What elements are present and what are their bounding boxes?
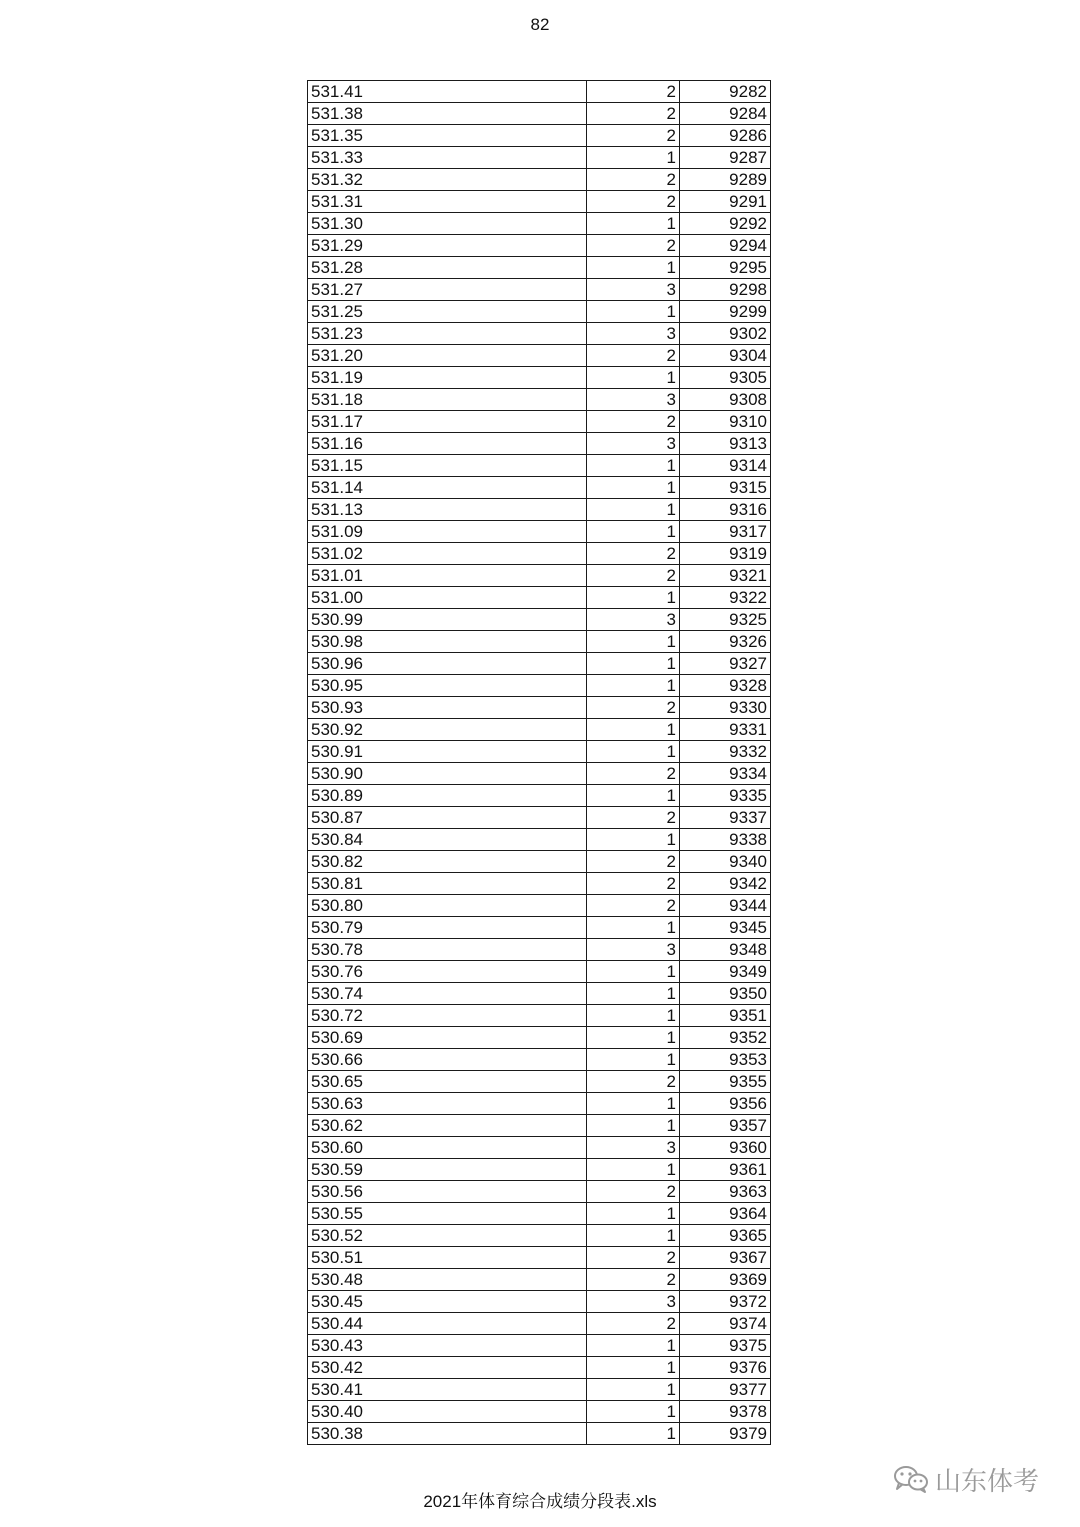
score-cell: 530.42: [308, 1357, 587, 1379]
score-cell: 531.27: [308, 279, 587, 301]
table-row: [308, 785, 771, 807]
score-cell: 531.00: [308, 587, 587, 609]
count-cell: 2: [587, 807, 680, 829]
cumulative-cell: 9376: [680, 1357, 771, 1379]
table-row: [308, 323, 771, 345]
score-cell: 530.90: [308, 763, 587, 785]
score-cell: 530.62: [308, 1115, 587, 1137]
table-row: [308, 675, 771, 697]
score-cell: 530.87: [308, 807, 587, 829]
cumulative-cell: 9330: [680, 697, 771, 719]
cumulative-cell: 9298: [680, 279, 771, 301]
watermark-text: 山东体考: [935, 1465, 1040, 1496]
score-cell: 530.84: [308, 829, 587, 851]
cumulative-cell: 9327: [680, 653, 771, 675]
table-row: [308, 389, 771, 411]
cumulative-cell: 9379: [680, 1423, 771, 1445]
score-cell: 530.44: [308, 1313, 587, 1335]
cumulative-cell: 9364: [680, 1203, 771, 1225]
score-cell: 530.48: [308, 1269, 587, 1291]
table-row: [308, 1379, 771, 1401]
table-body: [308, 81, 771, 1445]
score-cell: 530.66: [308, 1049, 587, 1071]
table-row: [308, 741, 771, 763]
count-cell: 1: [587, 1225, 680, 1247]
table-row: [308, 1005, 771, 1027]
score-cell: 530.92: [308, 719, 587, 741]
table-row: [308, 1401, 771, 1423]
cumulative-cell: 9305: [680, 367, 771, 389]
cumulative-cell: 9326: [680, 631, 771, 653]
cumulative-cell: 9353: [680, 1049, 771, 1071]
table-row: [308, 1247, 771, 1269]
score-distribution-table: [307, 80, 771, 1445]
cumulative-cell: 9295: [680, 257, 771, 279]
score-cell: 531.31: [308, 191, 587, 213]
cumulative-cell: 9365: [680, 1225, 771, 1247]
table-row: [308, 1093, 771, 1115]
score-cell: 530.69: [308, 1027, 587, 1049]
count-cell: 1: [587, 1115, 680, 1137]
count-cell: 1: [587, 521, 680, 543]
cumulative-cell: 9289: [680, 169, 771, 191]
score-cell: 530.89: [308, 785, 587, 807]
table-row: [308, 191, 771, 213]
cumulative-cell: 9342: [680, 873, 771, 895]
cumulative-cell: 9319: [680, 543, 771, 565]
count-cell: 1: [587, 477, 680, 499]
table-row: [308, 873, 771, 895]
count-cell: 3: [587, 939, 680, 961]
cumulative-cell: 9282: [680, 81, 771, 103]
table-row: [308, 961, 771, 983]
page-number: 82: [530, 15, 550, 34]
count-cell: 1: [587, 367, 680, 389]
score-cell: 531.23: [308, 323, 587, 345]
score-cell: 530.65: [308, 1071, 587, 1093]
cumulative-cell: 9350: [680, 983, 771, 1005]
cumulative-cell: 9314: [680, 455, 771, 477]
score-cell: 531.25: [308, 301, 587, 323]
cumulative-cell: 9315: [680, 477, 771, 499]
score-cell: 531.01: [308, 565, 587, 587]
cumulative-cell: 9322: [680, 587, 771, 609]
table-row: [308, 1071, 771, 1093]
score-cell: 531.35: [308, 125, 587, 147]
table-row: [308, 1225, 771, 1247]
cumulative-cell: 9344: [680, 895, 771, 917]
count-cell: 2: [587, 1313, 680, 1335]
score-cell: 530.91: [308, 741, 587, 763]
count-cell: 3: [587, 609, 680, 631]
score-cell: 530.80: [308, 895, 587, 917]
count-cell: 2: [587, 565, 680, 587]
score-cell: 531.20: [308, 345, 587, 367]
score-cell: 530.95: [308, 675, 587, 697]
cumulative-cell: 9286: [680, 125, 771, 147]
count-cell: 1: [587, 1423, 680, 1445]
score-cell: 531.02: [308, 543, 587, 565]
score-cell: 530.56: [308, 1181, 587, 1203]
table-row: [308, 169, 771, 191]
cumulative-cell: 9356: [680, 1093, 771, 1115]
count-cell: 1: [587, 499, 680, 521]
cumulative-cell: 9351: [680, 1005, 771, 1027]
score-cell: 531.18: [308, 389, 587, 411]
score-cell: 530.76: [308, 961, 587, 983]
table-row: [308, 1335, 771, 1357]
score-cell: 530.51: [308, 1247, 587, 1269]
cumulative-cell: 9378: [680, 1401, 771, 1423]
count-cell: 2: [587, 235, 680, 257]
score-cell: 530.79: [308, 917, 587, 939]
count-cell: 1: [587, 1401, 680, 1423]
cumulative-cell: 9321: [680, 565, 771, 587]
cumulative-cell: 9310: [680, 411, 771, 433]
score-cell: 530.63: [308, 1093, 587, 1115]
cumulative-cell: 9363: [680, 1181, 771, 1203]
count-cell: 2: [587, 763, 680, 785]
score-cell: 530.55: [308, 1203, 587, 1225]
table-row: [308, 367, 771, 389]
count-cell: 1: [587, 1049, 680, 1071]
table-row: [308, 477, 771, 499]
cumulative-cell: 9334: [680, 763, 771, 785]
count-cell: 2: [587, 873, 680, 895]
count-cell: 1: [587, 829, 680, 851]
count-cell: 2: [587, 851, 680, 873]
score-cell: 530.74: [308, 983, 587, 1005]
cumulative-cell: 9325: [680, 609, 771, 631]
score-cell: 531.15: [308, 455, 587, 477]
cumulative-cell: 9335: [680, 785, 771, 807]
count-cell: 3: [587, 1137, 680, 1159]
table-row: [308, 1181, 771, 1203]
table-row: [308, 631, 771, 653]
cumulative-cell: 9316: [680, 499, 771, 521]
count-cell: 2: [587, 1071, 680, 1093]
score-cell: 531.32: [308, 169, 587, 191]
cumulative-cell: 9291: [680, 191, 771, 213]
table-row: [308, 1027, 771, 1049]
table-row: [308, 1137, 771, 1159]
cumulative-cell: 9349: [680, 961, 771, 983]
table-row: [308, 455, 771, 477]
cumulative-cell: 9292: [680, 213, 771, 235]
count-cell: 2: [587, 1247, 680, 1269]
table-row: [308, 1291, 771, 1313]
table-row: [308, 939, 771, 961]
score-cell: 530.52: [308, 1225, 587, 1247]
count-cell: 2: [587, 103, 680, 125]
cumulative-cell: 9317: [680, 521, 771, 543]
table-row: [308, 1269, 771, 1291]
table-row: [308, 719, 771, 741]
count-cell: 1: [587, 1357, 680, 1379]
score-cell: 530.59: [308, 1159, 587, 1181]
count-cell: 2: [587, 895, 680, 917]
cumulative-cell: 9374: [680, 1313, 771, 1335]
table-row: [308, 147, 771, 169]
count-cell: 2: [587, 345, 680, 367]
table-row: [308, 411, 771, 433]
table-row: [308, 807, 771, 829]
cumulative-cell: 9355: [680, 1071, 771, 1093]
score-cell: 531.19: [308, 367, 587, 389]
table-row: [308, 125, 771, 147]
count-cell: 1: [587, 719, 680, 741]
score-cell: 530.40: [308, 1401, 587, 1423]
table-row: [308, 829, 771, 851]
count-cell: 1: [587, 631, 680, 653]
count-cell: 1: [587, 653, 680, 675]
count-cell: 2: [587, 543, 680, 565]
table-row: [308, 1357, 771, 1379]
count-cell: 1: [587, 741, 680, 763]
table-row: [308, 1115, 771, 1137]
score-cell: 530.98: [308, 631, 587, 653]
cumulative-cell: 9352: [680, 1027, 771, 1049]
count-cell: 3: [587, 389, 680, 411]
count-cell: 1: [587, 147, 680, 169]
table-row: [308, 851, 771, 873]
score-cell: 530.96: [308, 653, 587, 675]
count-cell: 2: [587, 81, 680, 103]
score-cell: 531.41: [308, 81, 587, 103]
count-cell: 1: [587, 675, 680, 697]
cumulative-cell: 9331: [680, 719, 771, 741]
cumulative-cell: 9361: [680, 1159, 771, 1181]
cumulative-cell: 9332: [680, 741, 771, 763]
cumulative-cell: 9357: [680, 1115, 771, 1137]
score-cell: 531.33: [308, 147, 587, 169]
count-cell: 3: [587, 1291, 680, 1313]
count-cell: 1: [587, 301, 680, 323]
count-cell: 1: [587, 1159, 680, 1181]
count-cell: 3: [587, 433, 680, 455]
table-row: [308, 565, 771, 587]
cumulative-cell: 9284: [680, 103, 771, 125]
table-row: [308, 103, 771, 125]
count-cell: 1: [587, 1005, 680, 1027]
table-row: [308, 81, 771, 103]
cumulative-cell: 9375: [680, 1335, 771, 1357]
count-cell: 3: [587, 279, 680, 301]
cumulative-cell: 9328: [680, 675, 771, 697]
score-cell: 530.38: [308, 1423, 587, 1445]
count-cell: 1: [587, 1203, 680, 1225]
count-cell: 2: [587, 1181, 680, 1203]
table-row: [308, 235, 771, 257]
cumulative-cell: 9338: [680, 829, 771, 851]
score-cell: 530.99: [308, 609, 587, 631]
count-cell: 1: [587, 1093, 680, 1115]
table-row: [308, 763, 771, 785]
table-row: [308, 983, 771, 1005]
score-cell: 530.78: [308, 939, 587, 961]
score-cell: 531.13: [308, 499, 587, 521]
table-row: [308, 1159, 771, 1181]
score-cell: 530.93: [308, 697, 587, 719]
count-cell: 2: [587, 411, 680, 433]
count-cell: 2: [587, 191, 680, 213]
score-cell: 531.38: [308, 103, 587, 125]
table-row: [308, 1313, 771, 1335]
cumulative-cell: 9377: [680, 1379, 771, 1401]
table-row: [308, 433, 771, 455]
table-row: [308, 895, 771, 917]
count-cell: 1: [587, 785, 680, 807]
cumulative-cell: 9345: [680, 917, 771, 939]
count-cell: 1: [587, 455, 680, 477]
count-cell: 1: [587, 1027, 680, 1049]
table-row: [308, 257, 771, 279]
score-cell: 530.60: [308, 1137, 587, 1159]
count-cell: 1: [587, 1335, 680, 1357]
score-cell: 531.30: [308, 213, 587, 235]
score-cell: 531.28: [308, 257, 587, 279]
cumulative-cell: 9294: [680, 235, 771, 257]
count-cell: 1: [587, 213, 680, 235]
table-row: [308, 521, 771, 543]
cumulative-cell: 9287: [680, 147, 771, 169]
score-cell: 530.43: [308, 1335, 587, 1357]
score-cell: 531.17: [308, 411, 587, 433]
score-cell: 531.09: [308, 521, 587, 543]
cumulative-cell: 9369: [680, 1269, 771, 1291]
cumulative-cell: 9337: [680, 807, 771, 829]
score-cell: 531.29: [308, 235, 587, 257]
count-cell: 3: [587, 323, 680, 345]
cumulative-cell: 9313: [680, 433, 771, 455]
table-row: [308, 499, 771, 521]
cumulative-cell: 9348: [680, 939, 771, 961]
count-cell: 2: [587, 697, 680, 719]
count-cell: 2: [587, 169, 680, 191]
table-row: [308, 1049, 771, 1071]
score-cell: 530.72: [308, 1005, 587, 1027]
count-cell: 2: [587, 125, 680, 147]
count-cell: 1: [587, 961, 680, 983]
wechat-icon: [893, 1464, 929, 1494]
count-cell: 1: [587, 983, 680, 1005]
table-row: [308, 543, 771, 565]
cumulative-cell: 9308: [680, 389, 771, 411]
table-row: [308, 697, 771, 719]
cumulative-cell: 9299: [680, 301, 771, 323]
table-row: [308, 609, 771, 631]
count-cell: 1: [587, 587, 680, 609]
count-cell: 1: [587, 257, 680, 279]
table-row: [308, 1203, 771, 1225]
cumulative-cell: 9360: [680, 1137, 771, 1159]
table-row: [308, 279, 771, 301]
table-row: [308, 301, 771, 323]
table-row: [308, 345, 771, 367]
table-row: [308, 213, 771, 235]
score-cell: 530.41: [308, 1379, 587, 1401]
cumulative-cell: 9372: [680, 1291, 771, 1313]
score-cell: 530.45: [308, 1291, 587, 1313]
score-cell: 530.81: [308, 873, 587, 895]
count-cell: 2: [587, 1269, 680, 1291]
score-cell: 531.16: [308, 433, 587, 455]
cumulative-cell: 9304: [680, 345, 771, 367]
footer-filename: 2021年体育综合成绩分段表.xls: [423, 1492, 657, 1511]
score-cell: 530.82: [308, 851, 587, 873]
count-cell: 1: [587, 917, 680, 939]
cumulative-cell: 9302: [680, 323, 771, 345]
cumulative-cell: 9367: [680, 1247, 771, 1269]
score-cell: 531.14: [308, 477, 587, 499]
table-row: [308, 1423, 771, 1445]
table-row: [308, 917, 771, 939]
table-row: [308, 587, 771, 609]
table-row: [308, 653, 771, 675]
cumulative-cell: 9340: [680, 851, 771, 873]
count-cell: 1: [587, 1379, 680, 1401]
